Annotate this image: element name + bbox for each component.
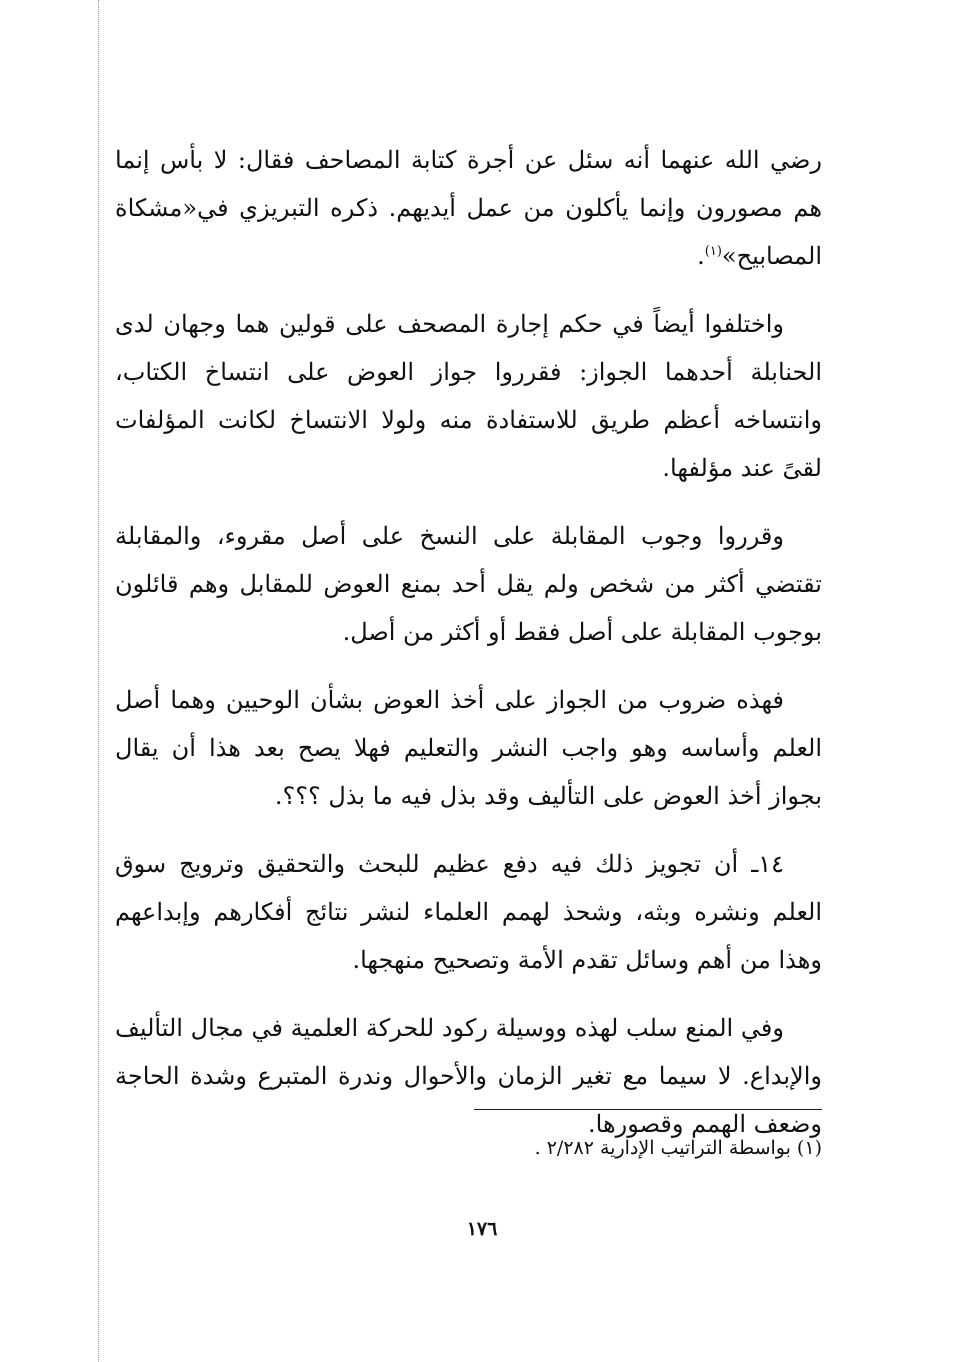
- footnote: (١) بواسطة التراتيب الإدارية ٢/٢٨٢ .: [534, 1137, 822, 1159]
- scan-margin-line: [98, 0, 99, 1362]
- paragraph-1: [115, 136, 822, 280]
- footnote-reference[interactable]: (١): [704, 244, 722, 259]
- paragraph-1-text: رضي الله عنهما أنه سئل عن أجرة كتابة المصاحف فقال: لا بأس إنما هم مصورون وإنما يأكلون من عمل أيديهم. ذكره التبريزي في«مشكاة المصابيح»: [115, 146, 822, 270]
- main-text: [115, 136, 822, 1168]
- paragraph-5: ١٤ـ أن تجويز ذلك فيه دفع عظيم للبحث والتحقيق وترويج سوق العلم ونشره وبثه، وشحذ لهمم العلماء لنشر نتائج أفكارهم وإبداعهم وهذا من أهم وسائل تقدم الأمة وتصحيح منهجها.: [115, 850, 823, 974]
- paragraph-1-tail: .: [697, 242, 705, 270]
- paragraph-2: واختلفوا أيضاً في حكم إجارة المصحف على قولين هما وجهان لدى الحنابلة أحدهما الجواز: فقرروا جواز العوض على انتساخ الكتاب، وانتساخه أعظم طريق للاستفادة منه ولولا الانتساخ لكانت المؤلفات لقىً عند مؤلفها.: [115, 310, 822, 482]
- paragraph-6: وفي المنع سلب لهذه ووسيلة ركود للحركة العلمية في مجال التأليف والإبداع. لا سيما مع تغير الزمان والأحوال وندرة المتبرع وشدة الحاجة وضعف الهمم وقصورها.: [115, 1014, 822, 1138]
- footnote-separator: [474, 1109, 822, 1110]
- page-number: ١٧٦: [466, 1218, 498, 1240]
- paragraph-4: فهذه ضروب من الجواز على أخذ العوض بشأن الوحيين وهما أصل العلم وأساسه وهو واجب النشر والتعليم فهلا يصح بعد هذا أن يقال بجواز أخذ العوض على التأليف وقد بذل فيه ما بذل ؟؟؟.: [115, 686, 822, 810]
- paragraph-3: وقرروا وجوب المقابلة على النسخ على أصل مقروء، والمقابلة تقتضي أكثر من شخص ولم يقل أحد بمنع العوض للمقابل وهم قائلون بوجوب المقابلة على أصل فقط أو أكثر من أصل.: [115, 522, 822, 646]
